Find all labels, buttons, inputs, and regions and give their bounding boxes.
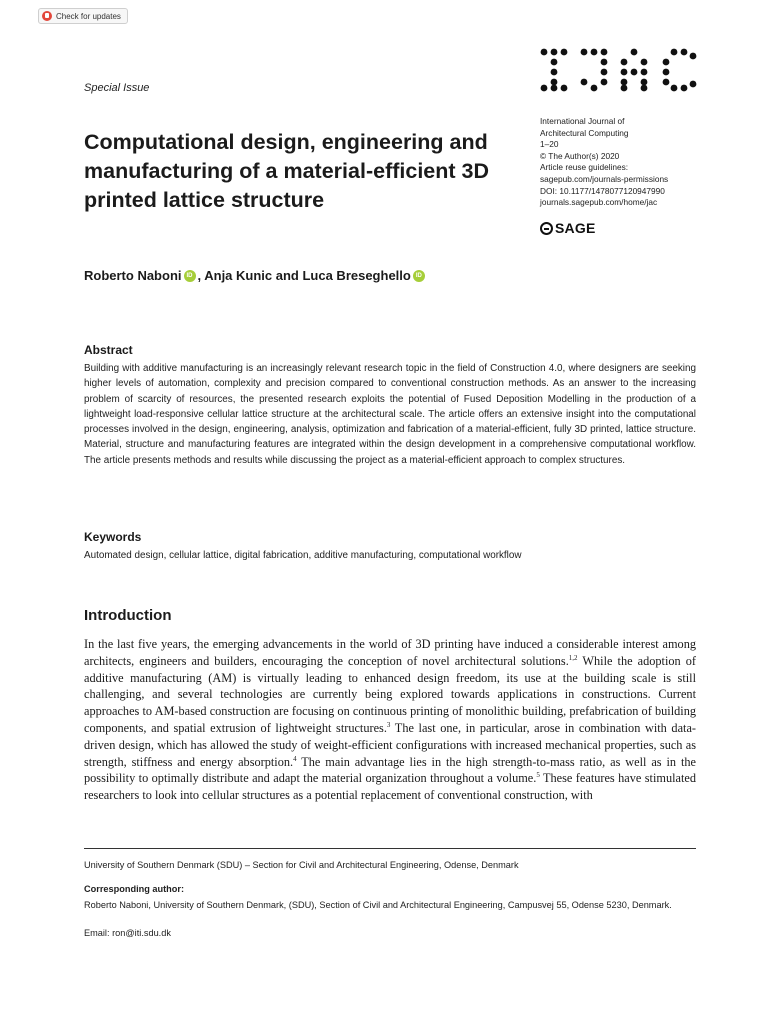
citation-ref[interactable]: 5 <box>536 771 540 780</box>
intro-text-part: These features have stimulated researchers to look into cellular structures as a potential replacement of conventional construction, with <box>84 771 696 803</box>
citation-ref[interactable]: 4 <box>293 754 297 763</box>
orcid-icon[interactable]: ID <box>413 270 425 282</box>
publisher-name: SAGE <box>555 220 596 236</box>
journal-copyright: © The Author(s) 2020 <box>540 150 620 161</box>
keywords-heading: Keywords <box>84 530 142 544</box>
intro-text-part: While the adoption of additive manufacturing (AM) is virtually leading to enhanced design freedom, its use at the building scale is still challenging, and several technologies are currently being explored towards applications in constructions. Current approaches to AM-based construction are focusing on continuous printing of monolithic building, prefabrication of building components, and spatial extrusion of lightweight structures. <box>84 653 696 735</box>
journal-doi[interactable]: DOI: 10.1177/1478077120947990 <box>540 185 665 196</box>
journal-logo <box>540 48 697 92</box>
article-title: Computational design, engineering and manufacturing of a material-efficient 3D printed lattice structure <box>84 130 489 212</box>
journal-reuse: Article reuse guidelines: <box>540 162 629 173</box>
author-list <box>84 268 427 283</box>
footnote-divider <box>84 848 696 849</box>
bookmark-icon <box>42 11 52 21</box>
author-name: Roberto Naboni <box>84 268 182 283</box>
publisher-logo <box>540 220 595 236</box>
intro-text-part: The main advantage lies in the high strength-to-mass ratio, as well as in the possibility to optimally distribute and adapt the material organization throughout a volume. <box>84 754 696 786</box>
check-for-updates-label: Check for updates <box>56 11 121 21</box>
citation-ref[interactable]: 1,2 <box>568 653 578 662</box>
introduction-heading: Introduction <box>84 607 172 624</box>
corresponding-author-heading: Corresponding author: <box>84 884 185 894</box>
abstract-text: Building with additive manufacturing is an increasingly relevant research topic in the field of Construction 4.0, where designers are seeking higher levels of automation, complexity and precision compared to conventional construction methods. As an answer to the increasing problem of scarcity of resources, the presented research exploits the potential of Fused Deposition Modelling in the production of a lightweight load-responsive cellular lattice structure at the architectural scale. The article offers an extensive insight into the computational processes involved in the design, engineering, analysis, optimization and fabrication of a material-efficient, fully 3D printed, lattice structure. Material, structure and manufacturing features are integrated within the design development in a comprehensive computational workflow. The article presents methods and results while discussing the project as a material-efficient approach to complex structures. <box>84 363 696 466</box>
author-names-rest: , Anja Kunic and Luca Breseghello <box>197 268 411 283</box>
keywords-text: Automated design, cellular lattice, digital fabrication, additive manufacturing, computational workflow <box>84 550 522 561</box>
journal-name-2: Architectural Computing <box>540 127 629 138</box>
citation-ref[interactable]: 3 <box>386 720 391 729</box>
affiliation: University of Southern Denmark (SDU) – Section for Civil and Architectural Engineering, Odense, Denmark <box>84 860 519 870</box>
corresponding-email[interactable]: Email: ron@iti.sdu.dk <box>84 928 171 938</box>
intro-text-part: The last one, in particular, arose in combination with data-driven design, which has allowed the study of weight-efficient configurations with increased mechanical properties, such as strength, stiffness and energy absorption. <box>84 720 696 769</box>
sage-icon <box>540 222 553 235</box>
corresponding-author-text: Roberto Naboni, University of Southern Denmark, (SDU), Section of Civil and Architectural Engineering, Campusvej 55, Odense 5230, Denmark. <box>84 900 672 910</box>
special-issue-label: Special Issue <box>84 82 150 94</box>
journal-pages: 1–20 <box>540 139 559 150</box>
orcid-icon[interactable]: ID <box>184 270 196 282</box>
intro-text-part: In the last five years, the emerging advancements in the world of 3D printing have induced a considerable interest among architects, engineers and builders, encouraging the conception of novel architectural solutions. <box>84 637 696 668</box>
introduction-text <box>84 636 696 804</box>
abstract-heading: Abstract <box>84 343 133 357</box>
journal-home-link[interactable]: journals.sagepub.com/home/jac <box>540 197 658 208</box>
journal-reuse-link[interactable]: sagepub.com/journals-permissions <box>540 173 669 184</box>
check-for-updates-button[interactable] <box>38 8 128 24</box>
journal-meta <box>540 116 750 209</box>
journal-name-1: International Journal of <box>540 116 625 126</box>
